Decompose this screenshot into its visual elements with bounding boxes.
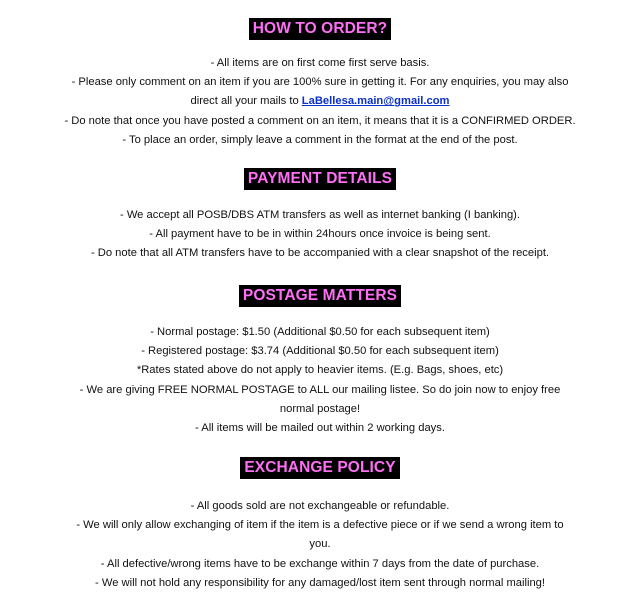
payment-line-3: - Do note that all ATM transfers have to be accompanied with a clear snapshot of the receipt. bbox=[90, 247, 550, 260]
order-line-3-prefix: direct all your mails to bbox=[190, 95, 302, 108]
exchange-line-4: - All defective/wrong items have to be exchange within 7 days from the date of purchase. bbox=[100, 557, 540, 570]
section-postage-matters bbox=[0, 285, 640, 438]
postage-matters-body bbox=[0, 323, 640, 438]
how-to-order-body bbox=[0, 54, 640, 150]
section-payment-details bbox=[0, 168, 640, 264]
order-line-5: - To place an order, simply leave a comment in the format at the end of the post. bbox=[122, 133, 518, 146]
section-exchange-policy bbox=[0, 457, 640, 593]
exchange-line-1: - All goods sold are not exchangeable or refundable. bbox=[190, 500, 450, 512]
payment-details-body bbox=[0, 206, 640, 264]
exchange-line-3: you. bbox=[309, 538, 331, 551]
order-line-3 bbox=[0, 92, 640, 111]
order-line-4: - Do note that once you have posted a comment on an item, it means that it is a CONFIRMED ORDER. bbox=[64, 114, 576, 127]
exchange-policy-body bbox=[0, 497, 640, 593]
order-line-2: - Please only comment on an item if you are 100% sure in getting it. For any enquiries, you may also bbox=[71, 76, 569, 89]
postage-line-1: - Normal postage: $1.50 (Additional $0.50 for each subsequent item) bbox=[150, 326, 490, 338]
email-link[interactable]: LaBellesa.main@gmail.com bbox=[301, 95, 450, 108]
payment-details-heading: PAYMENT DETAILS bbox=[244, 168, 396, 190]
postage-line-6: - All items will be mailed out within 2 working days. bbox=[195, 422, 445, 435]
how-to-order-heading: HOW TO ORDER? bbox=[249, 18, 391, 40]
exchange-policy-heading: EXCHANGE POLICY bbox=[240, 457, 399, 479]
postage-line-4: - We are giving FREE NORMAL POSTAGE to ALL our mailing listee. So do join now to enjoy free bbox=[79, 383, 561, 396]
postage-line-3: *Rates stated above do not apply to heavier items. (E.g. Bags, shoes, etc) bbox=[136, 364, 504, 377]
payment-line-2: - All payment have to be in within 24hours once invoice is being sent. bbox=[149, 228, 491, 241]
postage-line-2: - Registered postage: $3.74 (Additional $0.50 for each subsequent item) bbox=[141, 345, 499, 358]
payment-line-1: - We accept all POSB/DBS ATM transfers as well as internet banking (I banking). bbox=[119, 209, 521, 221]
postage-line-5: normal postage! bbox=[279, 402, 361, 415]
exchange-line-5: - We will not hold any responsibility for any damaged/lost item sent through normal mailing! bbox=[95, 576, 545, 589]
order-line-1: - All items are on first come first serve basis. bbox=[210, 57, 430, 69]
postage-matters-heading: POSTAGE MATTERS bbox=[239, 285, 401, 307]
exchange-line-2: - We will only allow exchanging of item if the item is a defective piece or if we send a wrong item to bbox=[76, 519, 564, 532]
section-how-to-order bbox=[0, 18, 640, 150]
